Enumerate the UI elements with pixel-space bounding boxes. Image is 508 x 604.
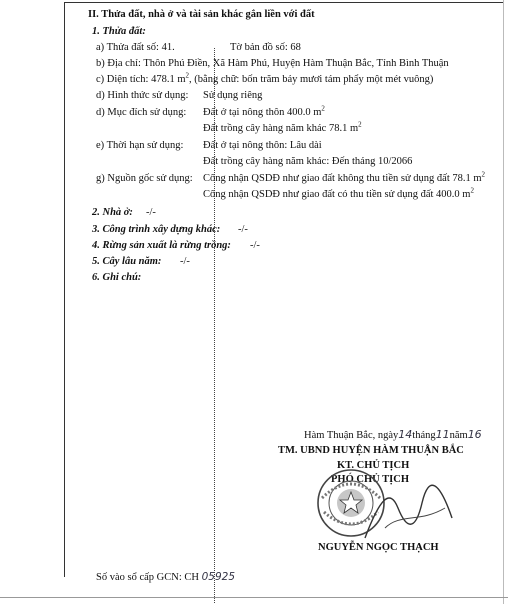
origin-line-2: Công nhận QSDĐ như giao đất có thu tiền sử dụng đất 400.0 $m^2$ (203, 186, 474, 200)
handwritten-signature (360, 478, 460, 548)
term-line-1: Đất ở tại nông thôn: Lâu dài (203, 140, 322, 151)
signer-name: NGUYỄN NGỌC THẠCH (318, 542, 439, 553)
purpose-line-2: Đất trồng cây hàng năm khác 78.1 $m^2$ (203, 120, 362, 134)
notes-label: 6. Ghi chú: (92, 272, 142, 283)
production-forest-label: 4. Rừng sản xuất là rừng trồng: (92, 240, 231, 251)
parcel-number: a) Thửa đất số: 41. (96, 42, 175, 53)
signing-date: Hàm Thuận Bắc, ngày14tháng11năm16 (304, 428, 482, 441)
origin-line-1: Công nhận QSDĐ như giao đất không thu tiền sử dụng đất 78.1 $m^2$ (203, 170, 486, 184)
perennial-trees-value: -/- (180, 256, 190, 267)
frame-top-line (64, 2, 504, 3)
signer-role-1: KT. CHỦ TỊCH (337, 460, 410, 471)
perennial-trees-label: 5. Cây lâu năm: (92, 256, 162, 267)
term-line-2: Đất trồng cây hàng năm khác: Đến tháng 10/2066 (203, 156, 413, 167)
term-label: e) Thời hạn sử dụng: (96, 140, 184, 151)
origin-label: g) Nguồn gốc sử dụng: (96, 173, 193, 184)
other-construction-value: -/- (238, 224, 248, 235)
usage-form-label: d) Hình thức sử dụng: (96, 90, 189, 101)
registration-number: Số vào sổ cấp GCN: CH 05925 (96, 571, 235, 583)
purpose-label: d) Mục đích sử dụng: (96, 107, 187, 118)
signer-role-2: PHÓ CHỦ TỊCH (331, 474, 409, 485)
map-sheet-number: Tờ bản đồ số: 68 (230, 42, 301, 53)
production-forest-value: -/- (250, 240, 260, 251)
frame-left-line (64, 2, 65, 577)
other-construction-label: 3. Công trình xây dựng khác: (92, 224, 221, 235)
house-label: 2. Nhà ở: (92, 207, 133, 218)
section-title: II. Thửa đất, nhà ở và tài sản khác gắn liền với đất (88, 9, 315, 20)
purpose-line-1: Đất ở tại nông thôn 400.0 $m^2$ (203, 104, 325, 118)
address: b) Địa chỉ: Thôn Phú Điền, Xã Hàm Phú, Huyện Hàm Thuận Bắc, Tỉnh Bình Thuận (96, 58, 449, 69)
frame-bottom-edge (0, 597, 508, 598)
area: c) Diện tích: 478.1 $m^2$, (bằng chữ: bốn trăm bảy mươi tám phẩy một mét vuông) (96, 71, 434, 85)
usage-form-value: Sử dụng riêng (203, 90, 263, 101)
frame-right-edge (503, 0, 504, 604)
issuing-organization: TM. UBND HUYỆN HÀM THUẬN BẮC (278, 445, 464, 456)
land-heading: 1. Thửa đất: (92, 26, 146, 37)
house-value: -/- (146, 207, 156, 218)
